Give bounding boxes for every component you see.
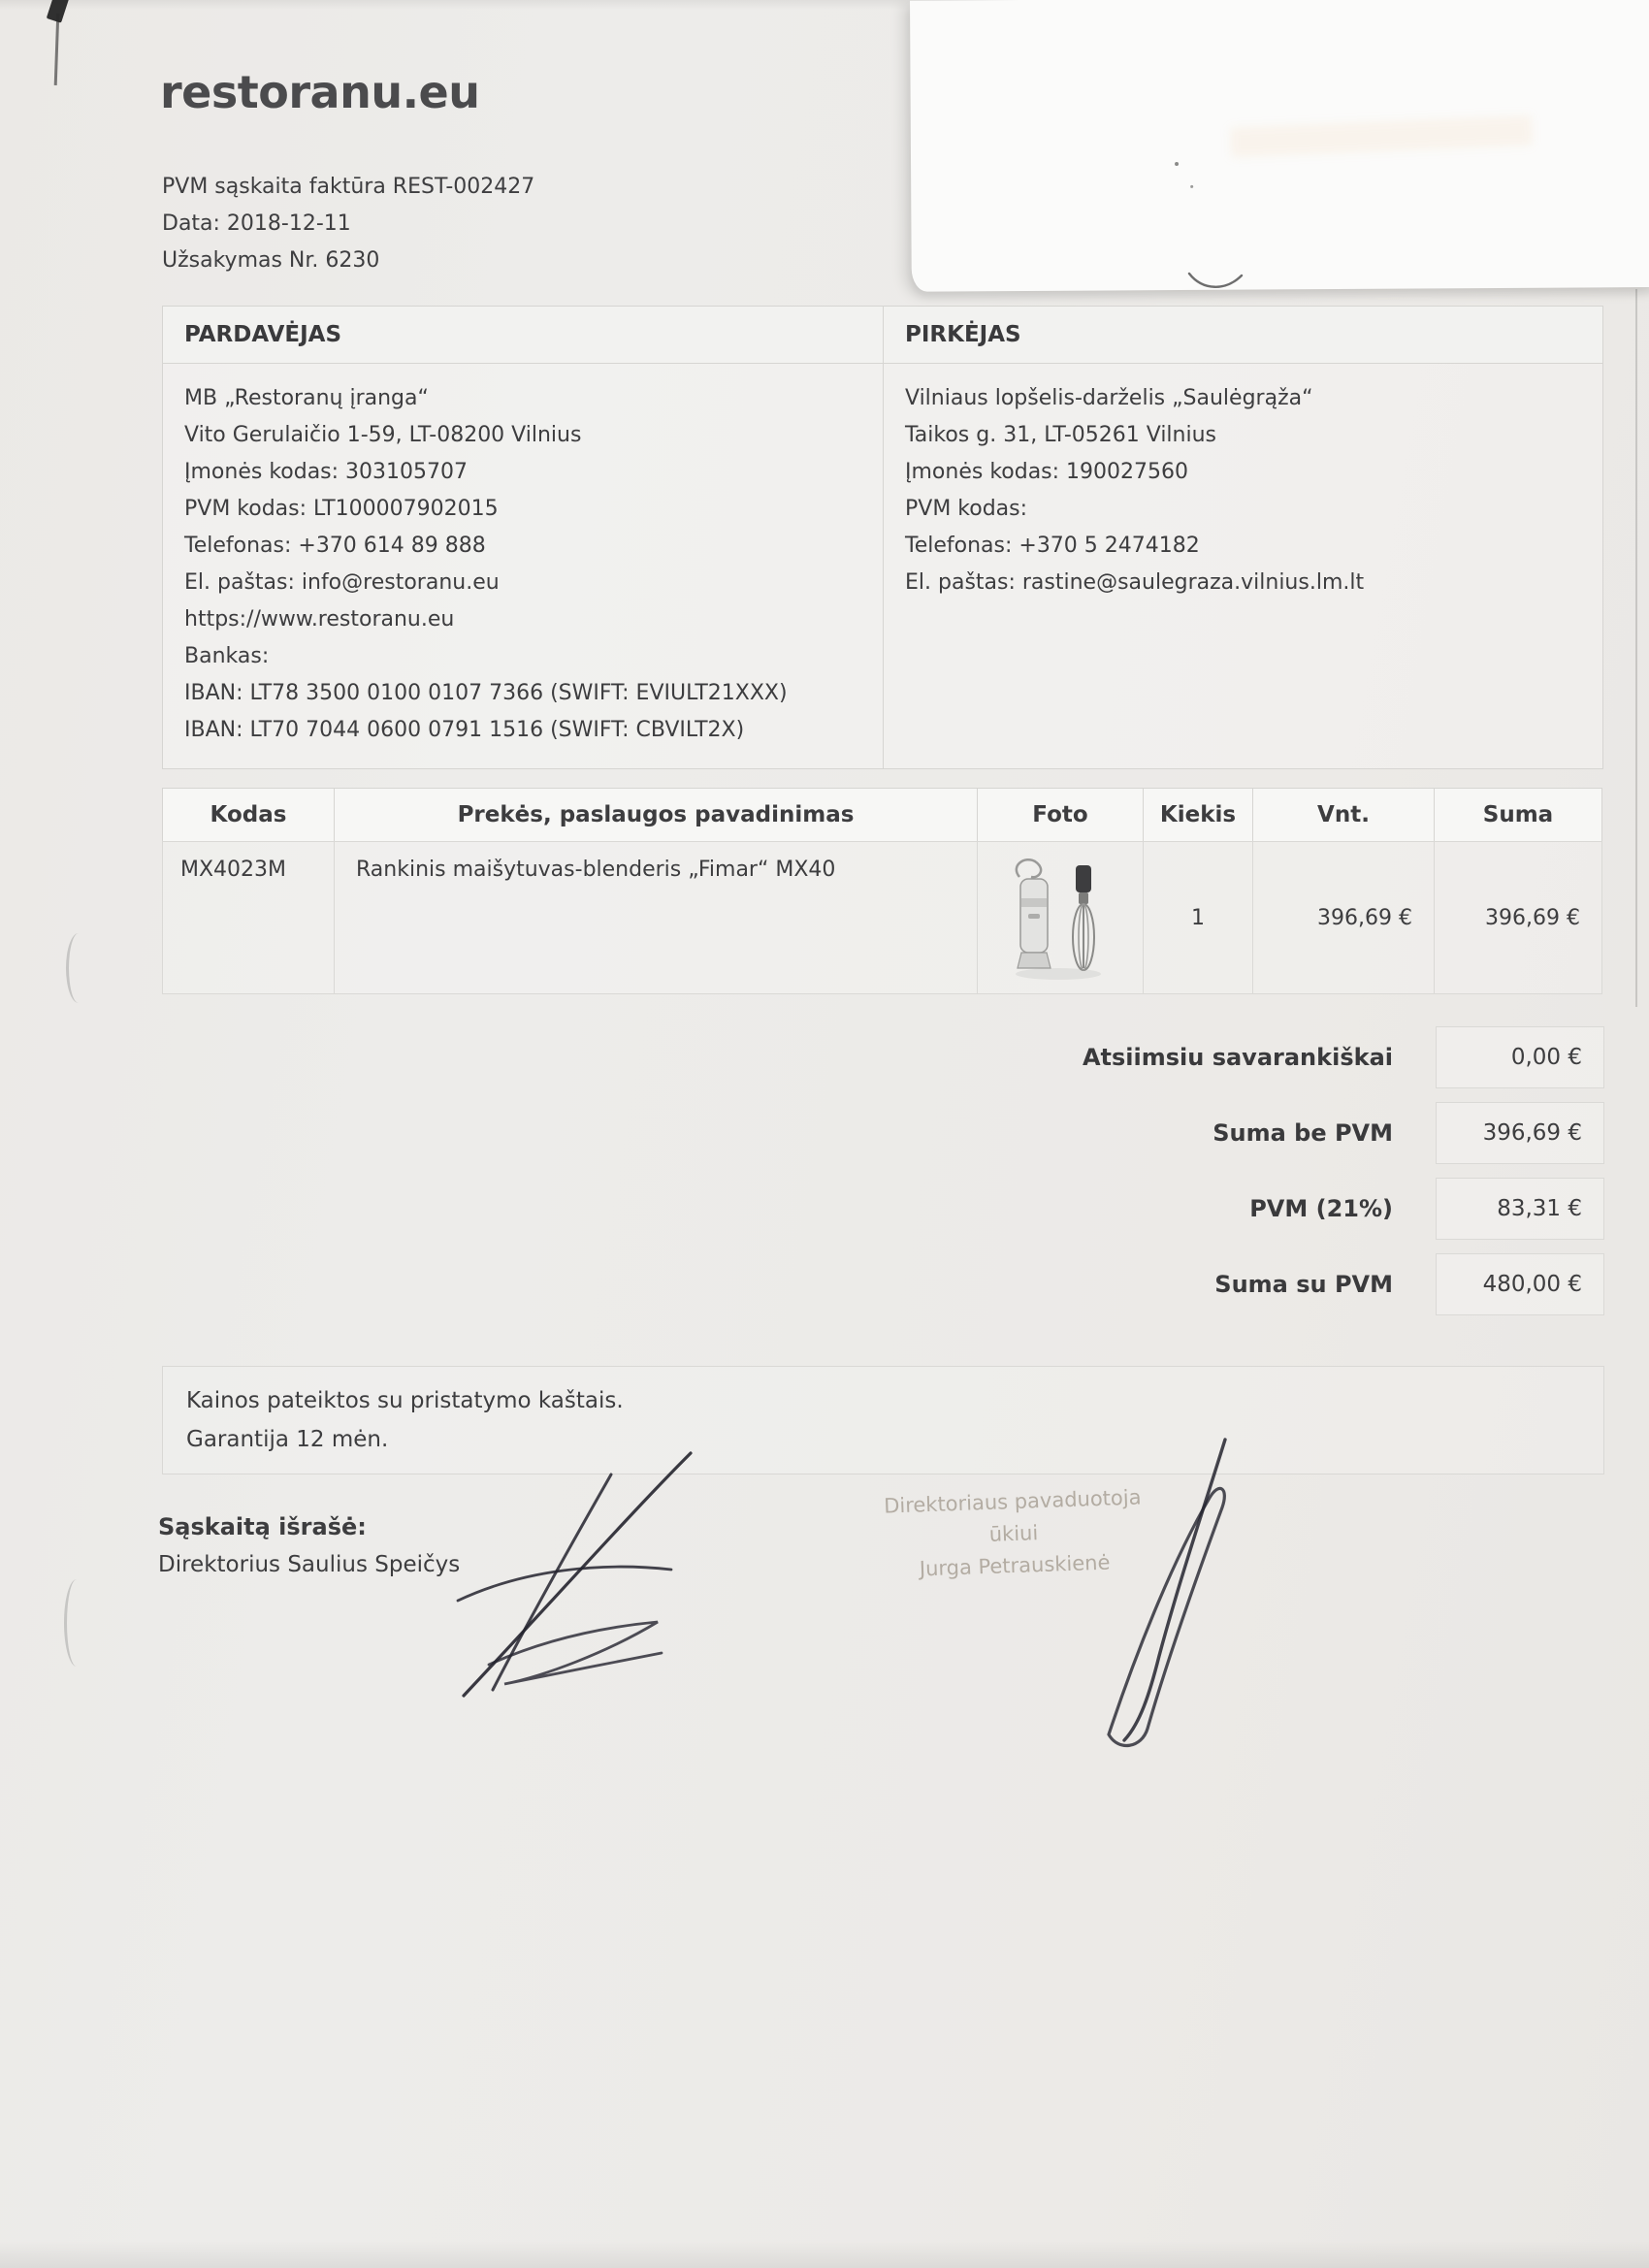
seller-line: Įmonės kodas: 303105707 <box>184 460 469 484</box>
total-row-pickup <box>162 1026 1604 1088</box>
parties-table-body <box>163 364 1602 768</box>
issued-by-label: Sąskaitą išrašė: <box>158 1513 367 1540</box>
buyer-line: PVM kodas: <box>905 497 1028 521</box>
buyer-header: PIRKĖJAS <box>883 307 1602 363</box>
total-value: 0,00 € <box>1436 1026 1604 1088</box>
col-header-photo: Foto <box>977 788 1144 842</box>
buyer-line: Telefonas: +370 5 2474182 <box>905 534 1200 558</box>
invoice-date-line: Data: 2018-12-11 <box>162 211 351 236</box>
buyer-line: Taikos g. 31, LT-05261 Vilnius <box>905 423 1217 447</box>
scan-artifact-right-line <box>1635 289 1637 1007</box>
total-label: Suma su PVM <box>1214 1271 1393 1298</box>
total-value: 396,69 € <box>1436 1102 1604 1164</box>
order-number-line: Užsakymas Nr. 6230 <box>162 248 380 273</box>
scan-smudge <box>1230 115 1532 157</box>
item-name: Rankinis maišytuvas-blenderis „Fimar“ MX40 <box>334 841 978 994</box>
col-header-name: Prekės, paslaugos pavadinimas <box>334 788 978 842</box>
invoice-meta <box>162 169 534 279</box>
totals-section <box>162 1026 1604 1329</box>
notes-box <box>162 1366 1604 1474</box>
page-curl-mark <box>66 933 91 1003</box>
item-unit-price: 396,69 € <box>1252 841 1435 994</box>
scan-dot <box>1175 162 1179 166</box>
items-table <box>162 788 1604 994</box>
invoice-number-line: PVM sąskaita faktūra REST-002427 <box>162 175 535 199</box>
total-row-net <box>162 1102 1604 1164</box>
seller-line: Vito Gerulaičio 1-59, LT-08200 Vilnius <box>184 423 582 447</box>
pen-arc-mark <box>1185 268 1247 297</box>
total-label: Suma be PVM <box>1212 1119 1393 1147</box>
stamp-line: Jurga Petrauskienė <box>919 1550 1111 1581</box>
overlapping-paper <box>910 0 1649 292</box>
buyer-details <box>883 364 1602 768</box>
stamp-line: ūkiui <box>988 1521 1039 1546</box>
col-header-unit-price: Vnt. <box>1252 788 1435 842</box>
col-header-qty: Kiekis <box>1143 788 1253 842</box>
table-row <box>162 841 1604 994</box>
item-photo-cell <box>977 841 1144 994</box>
total-row-vat <box>162 1178 1604 1240</box>
deputy-signature <box>1062 1428 1256 1753</box>
item-code: MX4023M <box>162 841 335 994</box>
director-signature <box>407 1445 698 1702</box>
scan-bottom-shadow <box>0 2241 1649 2268</box>
buyer-line: Įmonės kodas: 190027560 <box>905 460 1189 484</box>
issued-by-name: Direktorius Saulius Speičys <box>158 1552 461 1577</box>
seller-details <box>163 364 883 768</box>
parties-table <box>162 306 1603 769</box>
scan-artifact-edge-line <box>54 14 60 85</box>
company-logo: restoranu.eu <box>160 66 480 118</box>
seller-line: IBAN: LT70 7044 0600 0791 1516 (SWIFT: CBVILT2X) <box>184 718 745 742</box>
seller-line: Telefonas: +370 614 89 888 <box>184 534 486 558</box>
stamp-line: Direktoriaus pavaduotoja <box>883 1485 1142 1518</box>
col-header-code: Kodas <box>162 788 335 842</box>
page-curl-mark <box>64 1579 89 1667</box>
seller-header: PARDAVĖJAS <box>184 322 342 347</box>
total-value: 480,00 € <box>1436 1253 1604 1315</box>
seller-line: El. paštas: info@restoranu.eu <box>184 570 500 595</box>
total-label: PVM (21%) <box>1249 1195 1393 1222</box>
total-value: 83,31 € <box>1436 1178 1604 1240</box>
item-quantity: 1 <box>1143 841 1253 994</box>
buyer-line: El. paštas: rastine@saulegraza.vilnius.lm.lt <box>905 570 1365 595</box>
seller-line: PVM kodas: LT100007902015 <box>184 497 499 521</box>
seller-line: IBAN: LT78 3500 0100 0107 7366 (SWIFT: EVIULT21XXX) <box>184 681 788 705</box>
col-header-sum: Suma <box>1434 788 1602 842</box>
seller-line: Bankas: <box>184 644 270 668</box>
item-sum: 396,69 € <box>1434 841 1602 994</box>
parties-table-header <box>163 307 1602 364</box>
scan-dot <box>1190 185 1193 188</box>
note-delivery: Kainos pateiktos su pristatymo kaštais. <box>186 1388 624 1413</box>
buyer-line: Vilniaus lopšelis-darželis „Saulėgrąža“ <box>905 386 1313 410</box>
hand-blender-photo <box>1002 854 1118 982</box>
seller-line: https://www.restoranu.eu <box>184 607 455 632</box>
total-row-gross <box>162 1253 1604 1315</box>
items-table-header <box>162 788 1604 842</box>
seller-line: MB „Restoranų įranga“ <box>184 386 429 410</box>
note-warranty: Garantija 12 mėn. <box>186 1427 389 1452</box>
total-label: Atsiimsiu savarankiškai <box>1082 1044 1393 1071</box>
